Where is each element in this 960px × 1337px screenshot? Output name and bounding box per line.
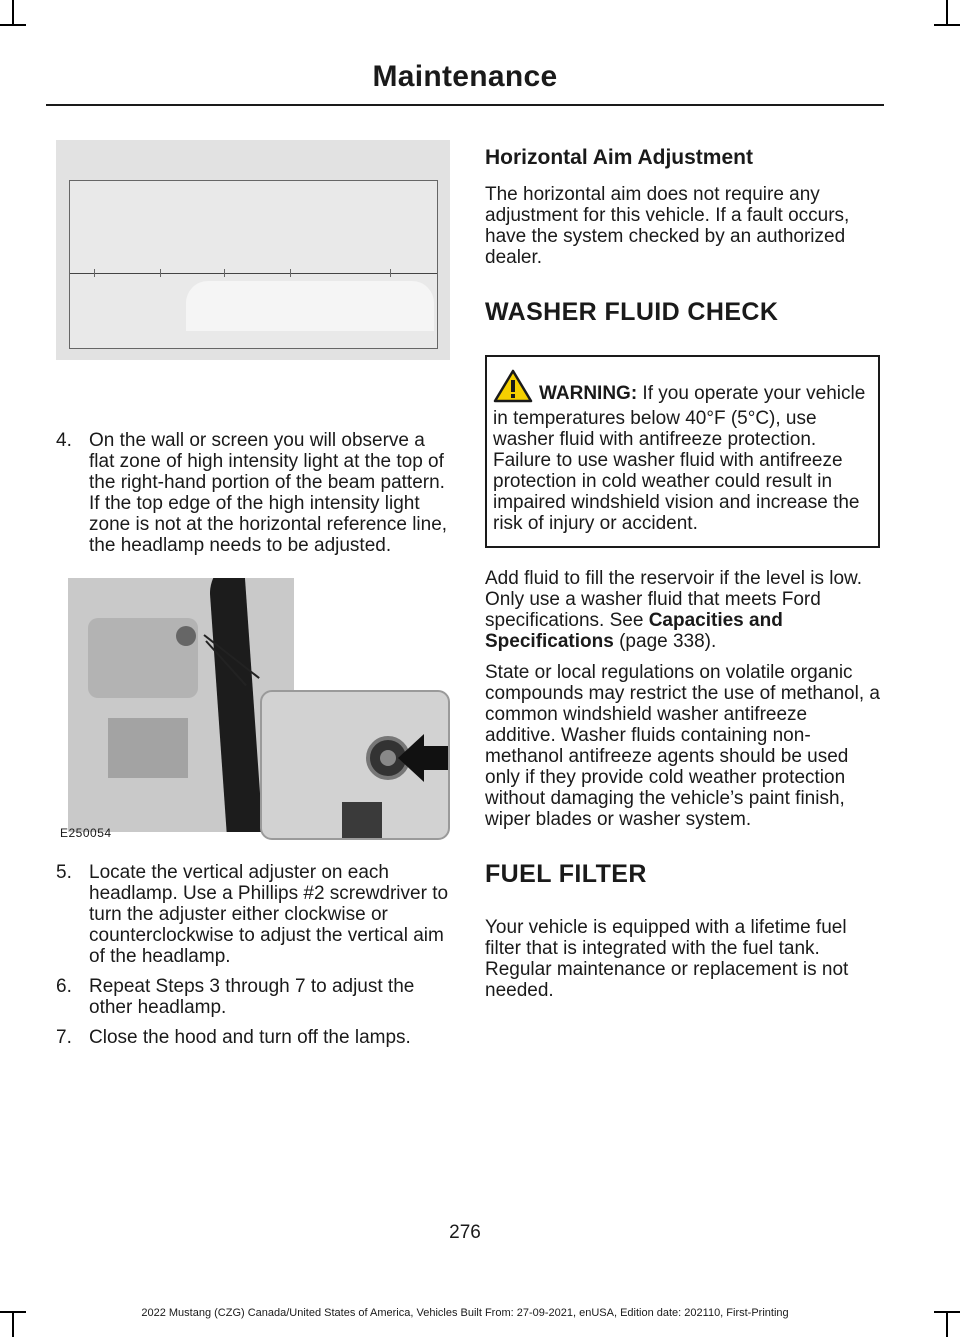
step-number: 4. bbox=[56, 430, 72, 451]
fuel-filter-text: Your vehicle is equipped with a lifetime fuel filter that is integrated with the fuel tank. Regular maintenance or replacement is not needed. bbox=[485, 917, 849, 1001]
fuel-filter-heading: FUEL FILTER bbox=[485, 860, 647, 888]
arrow-icon bbox=[398, 734, 424, 782]
add-fluid-text bbox=[485, 568, 880, 652]
page-reference: (page 338). bbox=[613, 631, 717, 652]
step-item bbox=[56, 430, 450, 556]
horizontal-reference-line bbox=[70, 273, 437, 274]
step-number: 5. bbox=[56, 862, 72, 883]
tick-mark bbox=[290, 269, 291, 277]
step-text: Locate the vertical adjuster on each headlamp. Use a Phillips #2 screwdriver to turn the adjuster either clockwise or counterclockwise to adjust the vertical aim of the headlamp. bbox=[89, 862, 449, 967]
step-item bbox=[56, 862, 450, 967]
arrow-tail bbox=[422, 746, 450, 770]
tick-mark bbox=[94, 269, 95, 277]
capacities-link[interactable]: Capacities and Specifications bbox=[485, 610, 783, 652]
warning-icon bbox=[493, 369, 533, 408]
crop-mark bbox=[934, 24, 960, 26]
tick-mark bbox=[390, 269, 391, 277]
washer-fluid-heading: WASHER FLUID CHECK bbox=[485, 298, 779, 326]
add-fluid-body: Add fluid to fill the reservoir if the level is low. Only use a washer fluid that meets Ford specifications. See bbox=[485, 568, 863, 631]
right-column bbox=[485, 140, 880, 1011]
step-number: 6. bbox=[56, 976, 72, 997]
step-number: 7. bbox=[56, 1027, 72, 1048]
page-title: Maintenance bbox=[372, 60, 558, 93]
high-intensity-zone bbox=[186, 281, 434, 331]
warning-text: If you operate your vehicle in temperatures below 40°F (5°C), use washer fluid with antifreeze protection. Failure to use washer fluid with antifreeze protection in cold weather could result in impaired windshield vision and increase the risk of injury or accident. bbox=[493, 383, 866, 534]
step-list bbox=[56, 862, 450, 1048]
crop-mark bbox=[934, 1311, 960, 1313]
step-text: On the wall or screen you will observe a flat zone of high intensity light at the top of the right-hand portion of the beam pattern. If the top edge of the high intensity light zone is not at the horizontal reference line, the headlamp needs to be adjusted. bbox=[89, 430, 448, 556]
regulations-text: State or local regulations on volatile organic compounds may restrict the use of methanol, a common windshield washer antifreeze additive. Washer fluids containing non-methanol antifreeze agents should be used only if they provide cold weather protection without damaging the vehicle’s paint finish, wiper blades or washer system. bbox=[485, 662, 880, 830]
step-text: Repeat Steps 3 through 7 to adjust the other headlamp. bbox=[89, 976, 415, 1018]
figure-label: E250054 bbox=[60, 826, 112, 840]
warning-box bbox=[485, 355, 880, 548]
step-item bbox=[56, 1027, 450, 1048]
vertical-adjuster-figure bbox=[56, 578, 450, 842]
beam-pattern-figure bbox=[56, 140, 450, 360]
step-list bbox=[56, 430, 450, 556]
step-text: Close the hood and turn off the lamps. bbox=[89, 1027, 411, 1048]
horizontal-aim-heading: Horizontal Aim Adjustment bbox=[485, 146, 753, 169]
horizontal-aim-text: The horizontal aim does not require any adjustment for this vehicle. If a fault occurs, have the system checked by an authorized dealer. bbox=[485, 184, 850, 268]
body-panel bbox=[208, 578, 265, 832]
wall-screen bbox=[69, 180, 438, 349]
crop-mark bbox=[946, 0, 948, 26]
page-number: 276 bbox=[449, 1222, 481, 1243]
page-footer: 2022 Mustang (CZG) Canada/United States of America, Vehicles Built From: 27-09-2021, enUSA, Edition date: 202110, First-Printing bbox=[141, 1307, 789, 1319]
crop-mark bbox=[12, 0, 14, 26]
step-item bbox=[56, 976, 450, 1018]
left-column bbox=[56, 140, 450, 1057]
tick-mark bbox=[160, 269, 161, 277]
mount-post bbox=[342, 802, 382, 840]
header-divider bbox=[46, 104, 884, 106]
bracket bbox=[108, 718, 188, 778]
adjuster-detail-inset bbox=[260, 690, 450, 840]
adjuster-location bbox=[176, 626, 196, 646]
warning-label: WARNING: bbox=[539, 383, 638, 404]
crop-mark bbox=[0, 24, 26, 26]
tick-mark bbox=[224, 269, 225, 277]
crop-mark bbox=[946, 1311, 948, 1337]
